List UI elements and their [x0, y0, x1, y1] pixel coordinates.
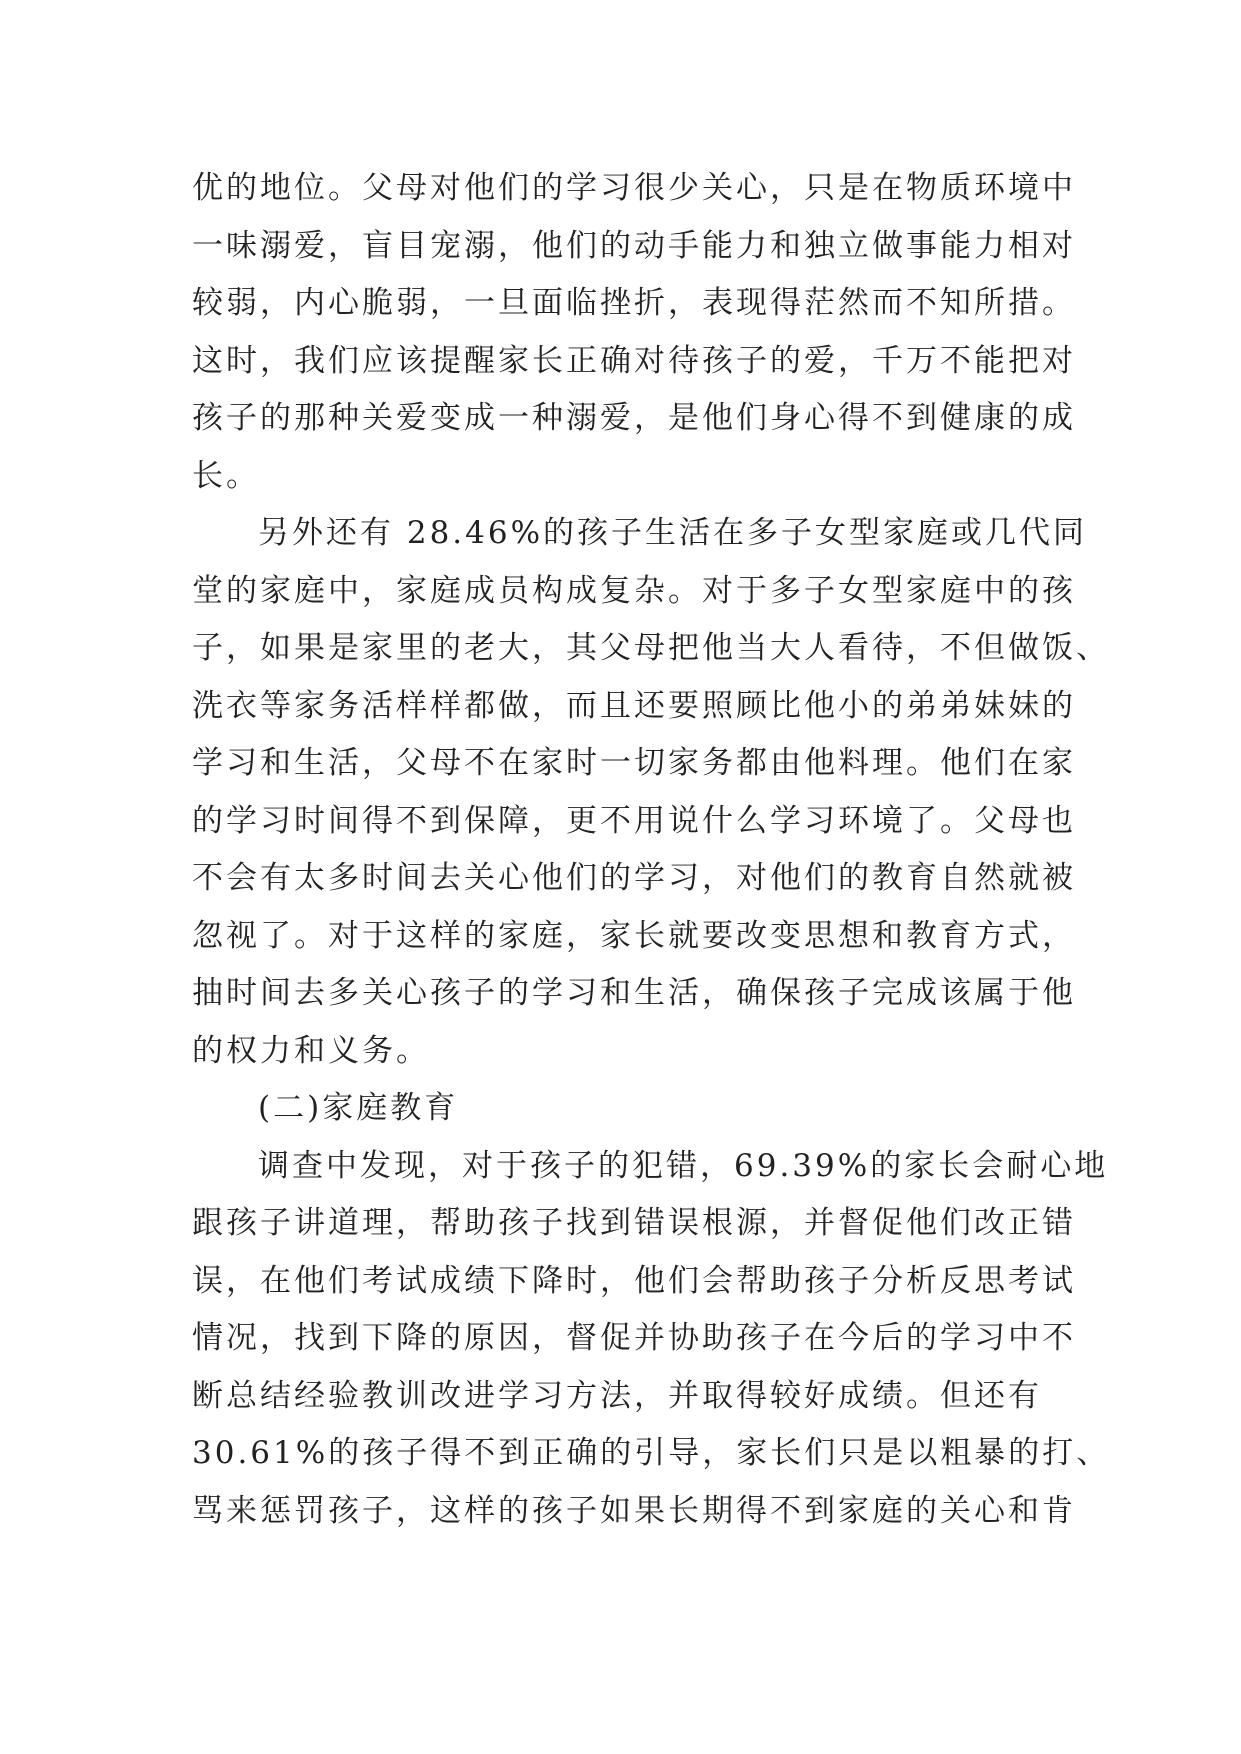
text-line: 的权力和义务。 — [192, 1032, 430, 1069]
body-text — [192, 160, 1111, 1540]
text-line: 的学习时间得不到保障，更不用说什么学习环境了。父母也 — [192, 802, 1076, 839]
text-line: 孩子的那种关爱变成一种溺爱，是他们身心得不到健康的成 — [192, 400, 1076, 436]
text-line: 学习和生活，父母不在家时一切家务都由他料理。他们在家 — [192, 745, 1076, 781]
text-line: 骂来惩罚孩子，这样的孩子如果长期得不到家庭的关心和肯 — [192, 1492, 1076, 1529]
text-line: 洗衣等家务活样样都做，而且还要照顾比他小的弟弟妹妹的 — [192, 687, 1076, 724]
text-line: 忽视了。对于这样的家庭，家长就要改变思想和教育方式， — [192, 917, 1076, 954]
text-line: 优的地位。父母对他们的学习很少关心，只是在物质环境中 — [192, 170, 1076, 206]
text-line: 堂的家庭中，家庭成员构成复杂。对于多子女型家庭中的孩 — [192, 572, 1076, 609]
text-line: 跟孩子讲道理，帮助孩子找到错误根源，并督促他们改正错 — [192, 1205, 1076, 1241]
text-line: 较弱，内心脆弱，一旦面临挫折，表现得茫然而不知所措。 — [192, 285, 1076, 321]
text-line: 子，如果是家里的老大，其父母把他当大人看待，不但做饭、 — [192, 630, 1110, 666]
text-line: 抽时间去多关心孩子的学习和生活，确保孩子完成该属于他 — [192, 975, 1076, 1011]
text-line: 不会有太多时间去关心他们的学习，对他们的教育自然就被 — [192, 860, 1076, 896]
text-line: 另外还有 28.46%的孩子生活在多子女型家庭或几代同 — [258, 515, 1088, 551]
text-line: 一味溺爱，盲目宠溺，他们的动手能力和独立做事能力相对 — [192, 227, 1076, 264]
text-line: 调查中发现，对于孩子的犯错，69.39%的家长会耐心地 — [258, 1147, 1109, 1184]
text-line: 30.61%的孩子得不到正确的引导，家长们只是以粗暴的打、 — [192, 1435, 1111, 1471]
text-line: 断总结经验教训改进学习方法，并取得较好成绩。但还有 — [192, 1377, 1042, 1414]
text-line: 长。 — [192, 457, 260, 494]
text-line: 情况，找到下降的原因，督促并协助孩子在今后的学习中不 — [192, 1320, 1076, 1356]
text-line: 这时，我们应该提醒家长正确对待孩子的爱，千万不能把对 — [192, 342, 1076, 379]
text-line: 误，在他们考试成绩下降时，他们会帮助孩子分析反思考试 — [192, 1262, 1076, 1299]
text-line: (二)家庭教育 — [258, 1090, 459, 1126]
